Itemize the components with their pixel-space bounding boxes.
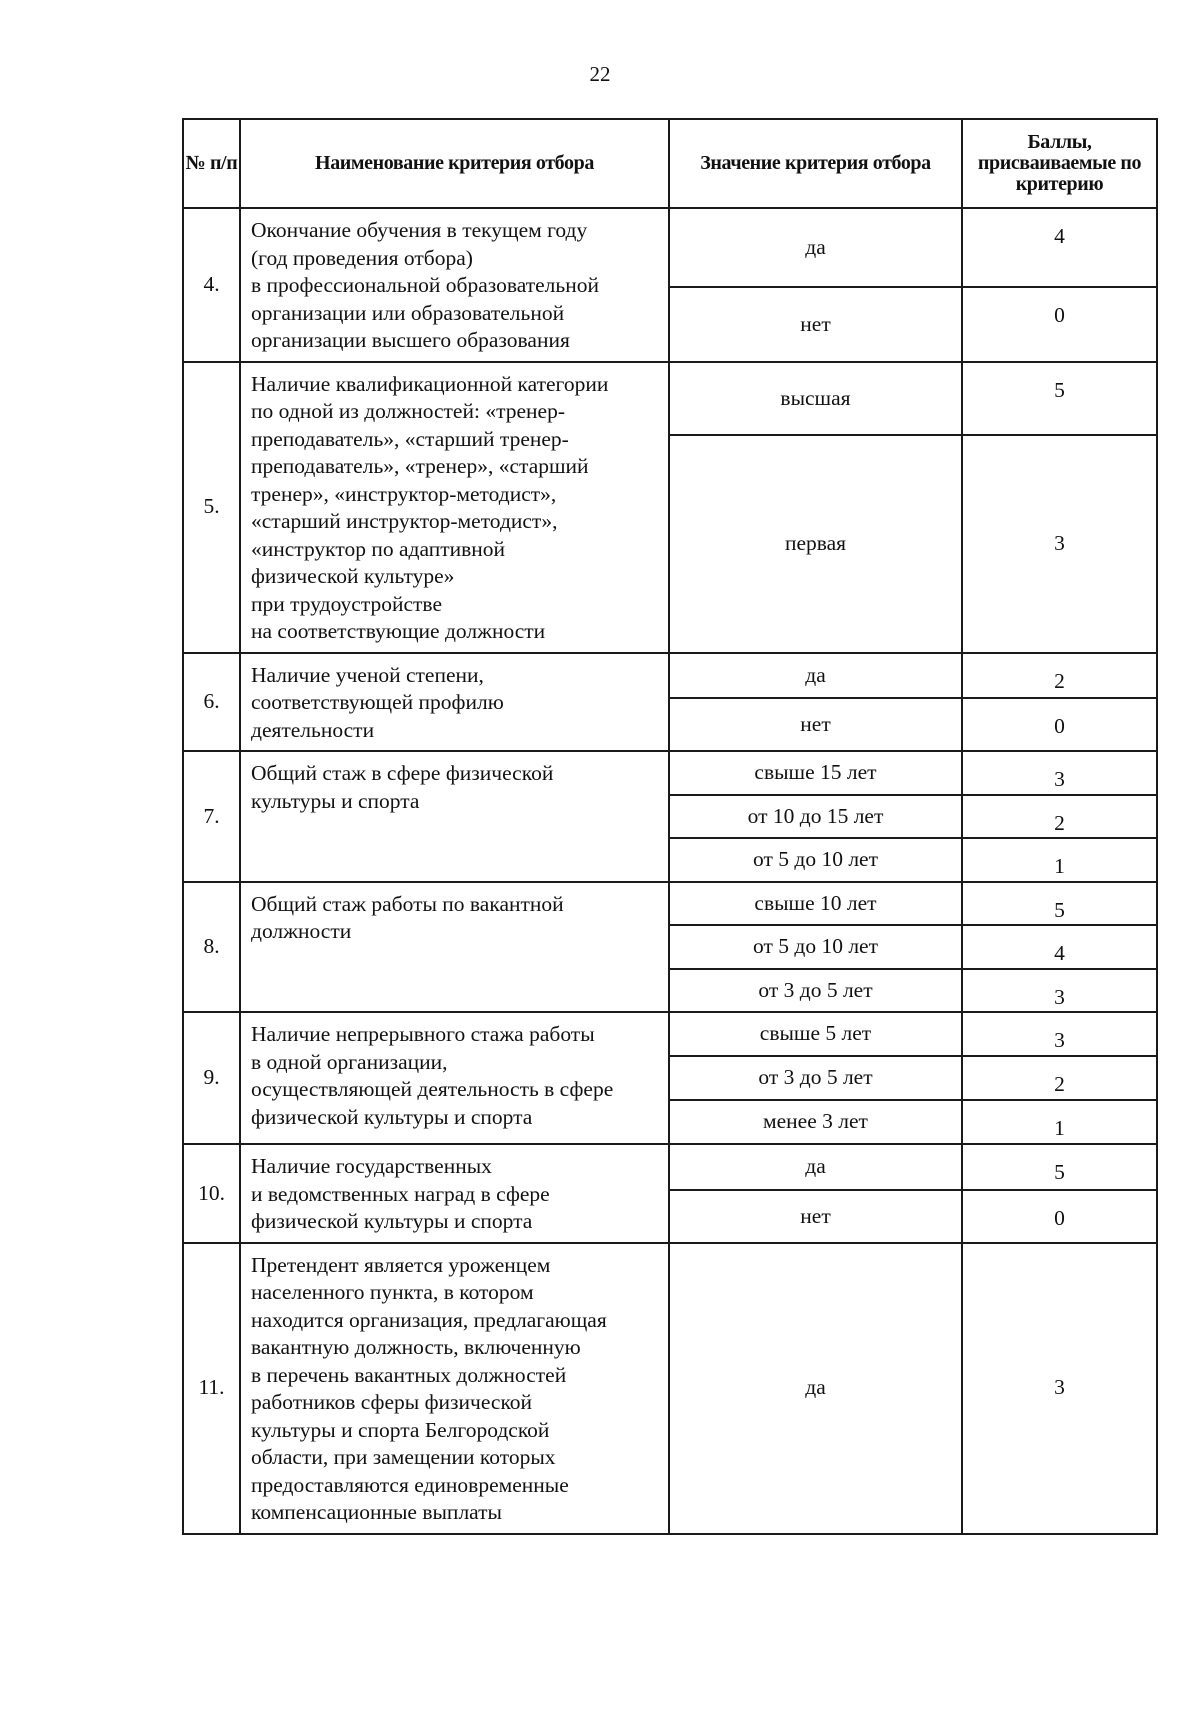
criterion-value: свыше 15 лет <box>669 751 962 795</box>
criterion-score: 3 <box>962 969 1157 1013</box>
criterion-name <box>240 362 669 653</box>
row-number: 9. <box>183 1012 240 1144</box>
criterion-name-line: Общий стаж в сфере физической <box>251 761 554 785</box>
criterion-value: да <box>669 208 962 287</box>
criterion-value: да <box>669 1243 962 1534</box>
criteria-table <box>182 118 1158 1535</box>
criterion-score: 3 <box>962 1243 1157 1534</box>
criterion-name <box>240 1144 669 1243</box>
criterion-name-line: по одной из должностей: «тренер- <box>251 399 565 423</box>
criterion-name-line: области, при замещении которых <box>251 1445 556 1469</box>
criterion-score: 2 <box>962 653 1157 699</box>
table-row <box>183 1012 1157 1056</box>
criterion-name-line: культуры и спорта <box>251 788 420 813</box>
table-row <box>183 751 1157 795</box>
header-score: Баллы, присваиваемые по критерию <box>962 119 1157 208</box>
criterion-name-line: и ведомственных наград в сфере <box>251 1181 550 1206</box>
table-row <box>183 208 1157 287</box>
criterion-name-line: в профессиональной образовательной <box>251 273 599 297</box>
header-name: Наименование критерия отбора <box>240 119 669 208</box>
criterion-name-line: вакантную должность, включенную <box>251 1335 581 1359</box>
criterion-name-line: деятельности <box>251 717 375 742</box>
criterion-name-line: Претендент является уроженцем <box>251 1252 551 1277</box>
criterion-value: нет <box>669 698 962 751</box>
criterion-name-line: при трудоустройстве <box>251 591 442 616</box>
header-value: Значение критерия отбора <box>669 119 962 208</box>
criterion-name-line: предоставляются единовременные <box>251 1472 569 1497</box>
criterion-name-line: в одной организации, <box>251 1049 448 1074</box>
criterion-name-line: компенсационные выплаты <box>251 1500 502 1524</box>
criterion-score: 3 <box>962 751 1157 795</box>
criterion-name-line: Наличие квалификационной категории <box>251 371 609 396</box>
criterion-score: 2 <box>962 795 1157 839</box>
row-number: 6. <box>183 653 240 752</box>
criterion-value: первая <box>669 435 962 652</box>
criterion-name-line: «инструктор по адаптивной <box>251 536 506 561</box>
row-number: 4. <box>183 208 240 362</box>
table-header-row <box>183 119 1157 208</box>
criterion-value: менее 3 лет <box>669 1100 962 1144</box>
criterion-name-line: Наличие государственных <box>251 1154 492 1178</box>
table-row <box>183 1144 1157 1190</box>
criterion-value: высшая <box>669 362 962 436</box>
table-row <box>183 882 1157 926</box>
criterion-name-line: в перечень вакантных должностей <box>251 1362 567 1387</box>
criterion-value: нет <box>669 1190 962 1242</box>
criterion-name-line: соответствующей профилю <box>251 690 504 714</box>
criterion-name-line: населенного пункта, в котором <box>251 1280 534 1304</box>
criterion-name-line: физической культуре» <box>251 564 455 588</box>
criterion-score: 5 <box>962 1144 1157 1190</box>
table-row <box>183 362 1157 436</box>
table-row <box>183 653 1157 699</box>
criterion-name-line: физической культуры и спорта <box>251 1209 533 1233</box>
criterion-name-line: Общий стаж работы по вакантной <box>251 891 564 916</box>
criterion-name-line: (год проведения отбора) <box>251 245 473 270</box>
table-body <box>183 208 1157 1534</box>
page-number: 22 <box>589 62 611 86</box>
criterion-value: свыше 5 лет <box>669 1012 962 1056</box>
row-number: 8. <box>183 882 240 1013</box>
criterion-name-line: работников сферы физической <box>251 1390 533 1414</box>
row-number: 5. <box>183 362 240 653</box>
criterion-name-line: преподаватель», «тренер», «старший <box>251 454 589 478</box>
criterion-value: да <box>669 653 962 699</box>
criterion-score: 0 <box>962 287 1157 361</box>
criterion-value: от 5 до 10 лет <box>669 925 962 969</box>
criterion-name <box>240 653 669 752</box>
criterion-value: свыше 10 лет <box>669 882 962 926</box>
criterion-name-line: физической культуры и спорта <box>251 1104 533 1129</box>
criterion-score: 3 <box>962 435 1157 652</box>
criterion-score: 1 <box>962 838 1157 882</box>
criterion-name <box>240 1243 669 1534</box>
criterion-name-line: культуры и спорта Белгородской <box>251 1417 550 1442</box>
criterion-name <box>240 208 669 362</box>
criterion-score: 5 <box>962 882 1157 926</box>
row-number: 10. <box>183 1144 240 1243</box>
criterion-name-line: Наличие непрерывного стажа работы <box>251 1022 595 1046</box>
criterion-score: 5 <box>962 362 1157 436</box>
header-num: № п/п <box>183 119 240 208</box>
criterion-name <box>240 751 669 882</box>
criterion-name-line: должности <box>251 919 352 943</box>
criterion-score: 0 <box>962 698 1157 751</box>
criterion-name-line: осуществляющей деятельность в сфере <box>251 1077 614 1101</box>
criterion-name-line: на соответствующие должности <box>251 619 546 643</box>
criterion-value: от 3 до 5 лет <box>669 969 962 1013</box>
criterion-score: 3 <box>962 1012 1157 1056</box>
criterion-name <box>240 882 669 1013</box>
criterion-name-line: находится организация, предлагающая <box>251 1307 607 1332</box>
criterion-value: от 10 до 15 лет <box>669 795 962 839</box>
criterion-score: 2 <box>962 1056 1157 1100</box>
row-number: 11. <box>183 1243 240 1534</box>
criterion-value: нет <box>669 287 962 361</box>
criterion-name <box>240 1012 669 1144</box>
criterion-value: да <box>669 1144 962 1190</box>
criterion-name-line: преподаватель», «старший тренер- <box>251 426 569 451</box>
criterion-score: 4 <box>962 925 1157 969</box>
criterion-score: 4 <box>962 208 1157 287</box>
criterion-name-line: тренер», «инструктор-методист», <box>251 481 557 506</box>
criterion-score: 1 <box>962 1100 1157 1144</box>
criterion-name-line: «старший инструктор-методист», <box>251 509 558 533</box>
criterion-value: от 5 до 10 лет <box>669 838 962 882</box>
table-row <box>183 1243 1157 1534</box>
criterion-name-line: организации или образовательной <box>251 300 565 325</box>
criterion-name-line: Наличие ученой степени, <box>251 662 484 687</box>
criterion-name-line: организации высшего образования <box>251 328 570 352</box>
criterion-score: 0 <box>962 1190 1157 1242</box>
criterion-value: от 3 до 5 лет <box>669 1056 962 1100</box>
criterion-name-line: Окончание обучения в текущем году <box>251 218 588 242</box>
row-number: 7. <box>183 751 240 882</box>
